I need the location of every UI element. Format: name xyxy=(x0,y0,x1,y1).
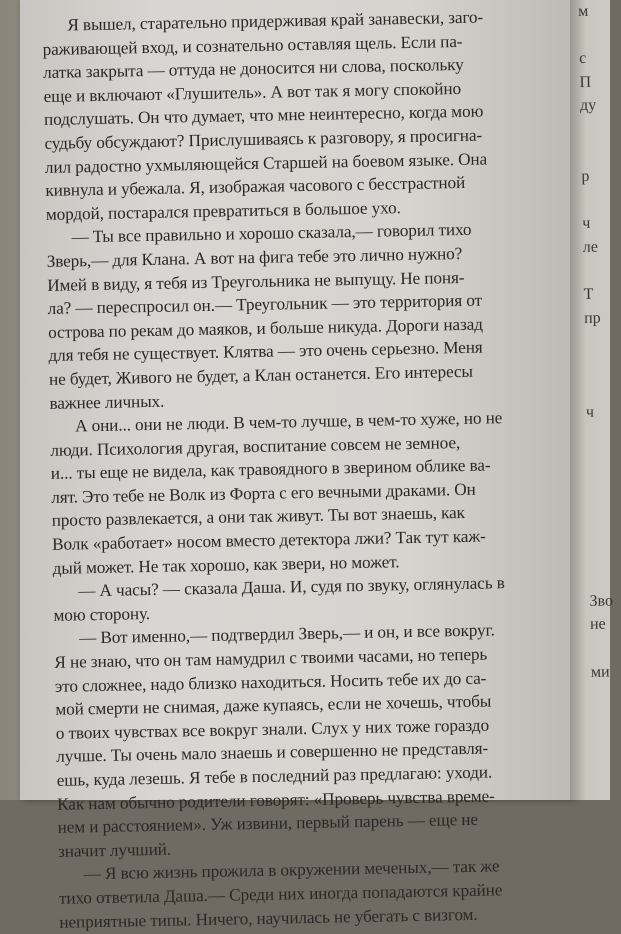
facing-page-fragment xyxy=(583,259,613,283)
text-line: дый может. Не так хорошо, как звери, но может. xyxy=(52,551,400,578)
facing-page-fragment xyxy=(590,636,620,660)
text-line: раживающей вход, и сознательно оставляя щель. Если па- xyxy=(42,31,463,59)
text-line: ла? — переспросил он.— Треугольник — это территория от xyxy=(47,290,483,319)
text-line: — Вот именно,— подтвердил Зверь,— и он, и все вокруг. xyxy=(53,620,495,649)
text-line: подслушать. Он что думает, что мне неинтересно, когда мою xyxy=(43,101,484,130)
facing-page-fragment xyxy=(584,330,614,354)
text-line: мою сторону. xyxy=(53,603,151,625)
page-text xyxy=(42,4,570,934)
text-line: Я не знаю, что он там намудрил с твоими часами, но теперь xyxy=(54,644,488,672)
facing-page-fragment xyxy=(588,518,618,542)
text-line: о твоих чувствах все вокруг знали. Слух у них тоже гораздо xyxy=(55,715,490,743)
facing-page-fragment xyxy=(582,188,612,212)
text-line: — Я всю жизнь прожила в окружении меченых,— так же xyxy=(58,856,500,885)
facing-page-fragment: Зво xyxy=(589,592,614,610)
text-line: просто развлекается, а они так живут. Ты вот знаешь, как xyxy=(51,503,466,531)
facing-page-fragment: не xyxy=(589,616,606,634)
facing-page-fragment: П xyxy=(579,73,592,91)
facing-page-fragment xyxy=(587,448,617,472)
text-line: лят. Это тебе не Волк из Форта с его вечными драками. Он xyxy=(51,479,476,507)
facing-page-fragment xyxy=(588,542,618,566)
facing-page-fragment xyxy=(585,377,615,401)
text-line: лил радостно ухмыляющейся Старшей на боевом языке. Она xyxy=(44,149,488,177)
text-line: это сложнее, надо близко находиться. Носить тебе их до са- xyxy=(54,668,487,696)
text-line: тихо ответила Даша.— Среди них иногда попадаются крайне xyxy=(58,880,503,908)
text-line: важнее личных. xyxy=(49,391,165,413)
facing-page-fragment xyxy=(585,353,615,377)
left-page xyxy=(20,0,575,932)
facing-page-fragment: ду xyxy=(579,97,597,115)
text-line: нем и расстоянием». Уж извини, первый парень — еще не xyxy=(57,809,479,838)
text-line: неприятные типы. Ничего, научилась не убегать с визгом. xyxy=(59,904,478,932)
text-line: лучше. Ты очень мало знаешь и совершенно не представля- xyxy=(56,738,489,767)
text-line: для тебя не существует. Клятва — это очень серьезно. Меня xyxy=(48,337,483,366)
text-line: и... ты еще не видела, как травоядного в зверином облике ва- xyxy=(50,455,491,484)
facing-page-fragment: ч xyxy=(585,403,595,422)
facing-page-fragment xyxy=(587,471,617,495)
text-line: не будет, Живого не будет, а Клан останется. Его интересы xyxy=(48,361,474,389)
facing-page-fragment: м xyxy=(578,2,589,20)
facing-page-fragment xyxy=(581,141,611,165)
text-line: А они... они не люди. В чем-то лучше, в чем-то хуже, но не xyxy=(49,408,503,437)
text-line: — А часы? — сказала Даша. И, судя по звуку, оглянулась в xyxy=(52,573,505,602)
facing-page-fragment: ч xyxy=(582,215,591,233)
text-line: Имей в виду, я тебя из Треугольника не выпущу. Не поня- xyxy=(47,267,465,295)
facing-page-fragment: ле xyxy=(582,238,599,256)
text-line: острова по рекам до маяков, и больше никуда. Дороги назад xyxy=(47,314,484,342)
text-line: судьбу обсуждают? Прислушиваясь к разговору, я просигна- xyxy=(44,125,483,153)
facing-page-fragment xyxy=(580,117,610,141)
text-line: Я вышел, старательно придерживая край занавески, заго- xyxy=(42,7,484,35)
text-line: — Ты все правильно и хорошо сказала,— говорил тихо xyxy=(46,220,472,248)
facing-page-fragment xyxy=(586,424,616,448)
text-line: значит лучший. xyxy=(57,839,172,861)
text-line: ешь, куда лезешь. Я тебе в последний раз предлагаю: уходи. xyxy=(56,762,493,790)
facing-page-fragment: пр xyxy=(583,309,601,327)
facing-page-fragment: Т xyxy=(583,285,594,304)
text-line: еще и включают «Глушитель». А вот так я могу спокойно xyxy=(43,78,462,106)
facing-page-fragment xyxy=(589,566,619,590)
facing-page-fragment: с xyxy=(578,50,587,68)
text-line: Волк «работает» носом вместо детектора лжи? Так тут каж- xyxy=(52,526,486,554)
text-line: Как нам обычно родители говорят: «Проверь чувства време- xyxy=(56,786,495,814)
facing-page-fragment: ми xyxy=(590,663,610,681)
facing-page-fragment xyxy=(588,495,618,519)
facing-page-fragment xyxy=(578,23,608,47)
text-line: латка закрыта — оттуда не доносится ни слова, поскольку xyxy=(42,55,464,83)
text-line: мордой, постарался превратиться в большое ухо. xyxy=(45,197,401,224)
text-line: Зверь,— для Клана. А вот на фига тебе это лично нужно? xyxy=(46,243,463,271)
text-line: кивнула и убежала. Я, изображая часового с бесстрастной xyxy=(45,173,466,201)
text-line: мой смерти не снимая, даже купаясь, если не хочешь, чтобы xyxy=(55,691,492,720)
facing-page-fragment: р xyxy=(581,167,590,186)
text-line: люди. Психология другая, воспитание совсем не земное, xyxy=(50,432,461,460)
